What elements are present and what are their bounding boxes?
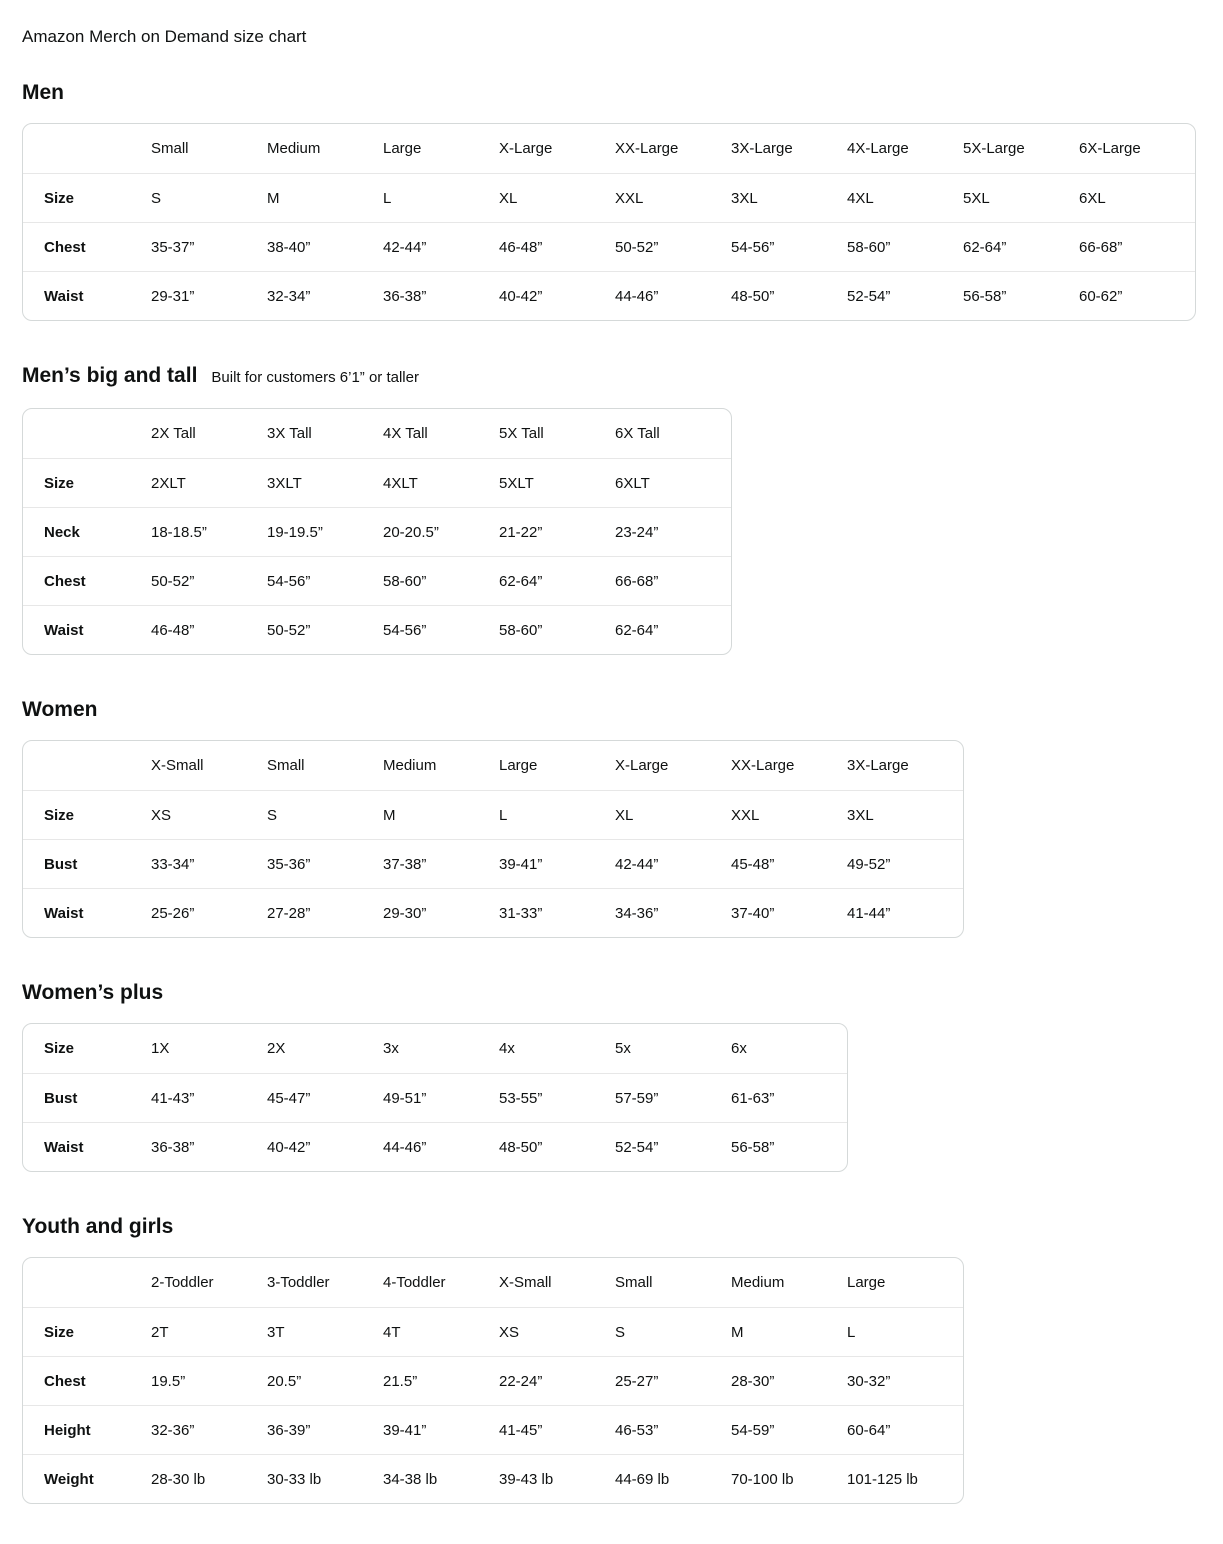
row-label: Bust: [23, 839, 151, 888]
table-cell: 2X: [267, 1040, 286, 1057]
row-label: Waist: [23, 888, 151, 937]
row-label: Bust: [23, 1073, 151, 1122]
column-header: 3X-Large: [847, 757, 909, 774]
table-corner-cell: [23, 409, 151, 458]
size-table: [22, 123, 1196, 321]
column-header: 4-Toddler: [383, 1274, 446, 1291]
section-heading-row: [22, 697, 1201, 722]
column-header: 2-Toddler: [151, 1274, 214, 1291]
column-header: Large: [383, 140, 422, 157]
column-header: Medium: [731, 1274, 785, 1291]
table-cell: 54-56”: [267, 556, 383, 605]
row-label: Weight: [23, 1454, 151, 1503]
table-row: [23, 1454, 963, 1503]
table-cell: 39-43 lb: [499, 1454, 615, 1503]
column-header: X-Large: [499, 140, 553, 157]
table-cell: 28-30 lb: [151, 1454, 267, 1503]
section-heading-row: [22, 1214, 1201, 1239]
size-chart-section: [22, 980, 1201, 1172]
row-label: Chest: [23, 556, 151, 605]
section-heading: Youth and girls: [22, 1215, 174, 1238]
table-cell: 45-48”: [731, 839, 847, 888]
row-label: Waist: [23, 271, 151, 320]
table-cell: 4x: [499, 1040, 515, 1057]
table-cell: 37-38”: [383, 839, 499, 888]
table-cell: XXL: [615, 173, 731, 222]
section-heading: Women: [22, 698, 98, 721]
table-cell: 42-44”: [615, 839, 731, 888]
row-label: Size: [23, 458, 151, 507]
table-cell: 21-22”: [499, 507, 615, 556]
sections-container: [22, 80, 1201, 1504]
table-cell: 42-44”: [383, 222, 499, 271]
size-chart-section: [22, 697, 1201, 938]
table-cell: 66-68”: [1079, 222, 1195, 271]
table-cell: 23-24”: [615, 507, 731, 556]
table-cell: 4XLT: [383, 458, 499, 507]
column-header: Large: [499, 757, 538, 774]
section-heading-row: [22, 363, 1201, 390]
table-cell: M: [267, 173, 383, 222]
column-header: 2X Tall: [151, 425, 196, 442]
column-header: 4X Tall: [383, 425, 428, 442]
column-header: Large: [847, 1274, 886, 1291]
table-cell: 28-30”: [731, 1356, 847, 1405]
column-header: 3-Toddler: [267, 1274, 330, 1291]
table-cell: 62-64”: [615, 605, 731, 654]
table-cell: 61-63”: [731, 1073, 847, 1122]
table-cell: 41-45”: [499, 1405, 615, 1454]
table-cell: 22-24”: [499, 1356, 615, 1405]
table-cell: 44-69 lb: [615, 1454, 731, 1503]
table-cell: 44-46”: [615, 271, 731, 320]
table-cell: S: [615, 1307, 731, 1356]
table-cell: 19.5”: [151, 1356, 267, 1405]
table-cell: 57-59”: [615, 1073, 731, 1122]
table-cell: 54-56”: [383, 605, 499, 654]
table-cell: L: [499, 790, 615, 839]
page-title: Amazon Merch on Demand size chart: [22, 27, 307, 46]
table-cell: 56-58”: [963, 271, 1079, 320]
table-row: [23, 1073, 847, 1122]
table-cell: L: [383, 173, 499, 222]
table-cell: 2T: [151, 1307, 267, 1356]
table-cell: 101-125 lb: [847, 1454, 963, 1503]
table-cell: L: [847, 1307, 963, 1356]
table-row: [23, 1024, 847, 1073]
table-row: [23, 507, 731, 556]
table-cell: 4XL: [847, 173, 963, 222]
table-cell: 3XL: [847, 790, 963, 839]
table-cell: 62-64”: [499, 556, 615, 605]
table-cell: XXL: [731, 790, 847, 839]
table-cell: 58-60”: [383, 556, 499, 605]
table-cell: 35-36”: [267, 839, 383, 888]
table-cell: 54-56”: [731, 222, 847, 271]
table-corner-cell: [23, 741, 151, 790]
row-label: Size: [23, 173, 151, 222]
row-label: Height: [23, 1405, 151, 1454]
table-cell: 49-52”: [847, 839, 963, 888]
section-heading: Women’s plus: [22, 981, 164, 1004]
table-row: [23, 888, 963, 937]
section-heading: Men’s big and tall: [22, 364, 198, 387]
table-cell: XL: [499, 173, 615, 222]
table-cell: 58-60”: [499, 605, 615, 654]
table-header-row: [23, 409, 731, 458]
table-cell: 52-54”: [847, 271, 963, 320]
table-cell: 5x: [615, 1040, 631, 1057]
table-cell: 25-27”: [615, 1356, 731, 1405]
table-row: [23, 1356, 963, 1405]
column-header: 4X-Large: [847, 140, 909, 157]
table-cell: 58-60”: [847, 222, 963, 271]
table-cell: 3x: [383, 1040, 399, 1057]
table-row: [23, 1405, 963, 1454]
table-cell: 50-52”: [615, 222, 731, 271]
table-cell: 34-36”: [615, 888, 731, 937]
table-cell: 19-19.5”: [267, 507, 383, 556]
table-cell: 60-62”: [1079, 271, 1195, 320]
column-header: Small: [151, 140, 189, 157]
size-chart-section: [22, 1214, 1201, 1504]
table-cell: 5XL: [963, 173, 1079, 222]
table-cell: 6XLT: [615, 458, 731, 507]
table-cell: 30-33 lb: [267, 1454, 383, 1503]
table-cell: 31-33”: [499, 888, 615, 937]
table-cell: 44-46”: [383, 1122, 499, 1171]
table-header-row: [23, 124, 1195, 173]
column-header: 6X Tall: [615, 425, 660, 442]
table-cell: 46-48”: [151, 605, 267, 654]
table-row: [23, 839, 963, 888]
column-header: Small: [267, 757, 305, 774]
table-cell: 52-54”: [615, 1122, 731, 1171]
column-header: XX-Large: [615, 140, 679, 157]
table-cell: 35-37”: [151, 222, 267, 271]
table-cell: XS: [151, 790, 267, 839]
table-cell: 25-26”: [151, 888, 267, 937]
table-row: [23, 222, 1195, 271]
section-heading: Men: [22, 81, 64, 104]
table-row: [23, 605, 731, 654]
section-heading-row: [22, 80, 1201, 105]
table-cell: 6x: [731, 1040, 747, 1057]
column-header: XX-Large: [731, 757, 795, 774]
table-cell: 34-38 lb: [383, 1454, 499, 1503]
table-cell: 50-52”: [267, 605, 383, 654]
table-cell: 33-34”: [151, 839, 267, 888]
table-header-row: [23, 741, 963, 790]
table-cell: 50-52”: [151, 556, 267, 605]
table-row: [23, 1307, 963, 1356]
table-cell: 41-44”: [847, 888, 963, 937]
row-label: Chest: [23, 1356, 151, 1405]
table-cell: 1X: [151, 1040, 170, 1057]
table-cell: 20-20.5”: [383, 507, 499, 556]
column-header: X-Large: [615, 757, 669, 774]
size-chart-section: [22, 363, 1201, 655]
column-header: Small: [615, 1274, 653, 1291]
row-label: Size: [44, 1040, 75, 1057]
section-subtitle: Built for customers 6’1” or taller: [211, 369, 419, 386]
section-heading-row: [22, 980, 1201, 1005]
table-cell: 38-40”: [267, 222, 383, 271]
table-cell: M: [731, 1307, 847, 1356]
table-cell: 39-41”: [383, 1405, 499, 1454]
table-cell: 45-47”: [267, 1073, 383, 1122]
table-cell: 3XL: [731, 173, 847, 222]
row-label: Waist: [23, 1122, 151, 1171]
table-row: [23, 556, 731, 605]
table-cell: 66-68”: [615, 556, 731, 605]
table-cell: 39-41”: [499, 839, 615, 888]
column-header: X-Small: [151, 757, 204, 774]
size-chart-section: [22, 80, 1201, 321]
table-cell: 30-32”: [847, 1356, 963, 1405]
table-cell: 62-64”: [963, 222, 1079, 271]
column-header: X-Small: [499, 1274, 552, 1291]
row-label: Waist: [23, 605, 151, 654]
column-header: 5X-Large: [963, 140, 1025, 157]
row-label: Neck: [23, 507, 151, 556]
table-cell: 3XLT: [267, 458, 383, 507]
column-header: 6X-Large: [1079, 140, 1141, 157]
size-table: [22, 740, 964, 938]
table-cell: 41-43”: [151, 1073, 267, 1122]
table-cell: M: [383, 790, 499, 839]
table-cell: 2XLT: [151, 458, 267, 507]
table-cell: 46-53”: [615, 1405, 731, 1454]
table-cell: S: [267, 790, 383, 839]
table-row: [23, 458, 731, 507]
column-header: 3X-Large: [731, 140, 793, 157]
row-label: Chest: [23, 222, 151, 271]
table-cell: 40-42”: [267, 1122, 383, 1171]
table-cell: 60-64”: [847, 1405, 963, 1454]
table-cell: 36-38”: [151, 1122, 267, 1171]
table-corner-cell: [23, 124, 151, 173]
table-cell: 29-31”: [151, 271, 267, 320]
table-cell: 5XLT: [499, 458, 615, 507]
table-corner-cell: [23, 1258, 151, 1307]
column-header: Medium: [383, 757, 437, 774]
table-row: [23, 790, 963, 839]
table-cell: 6XL: [1079, 173, 1195, 222]
table-cell: 48-50”: [499, 1122, 615, 1171]
table-cell: 32-36”: [151, 1405, 267, 1454]
table-cell: 46-48”: [499, 222, 615, 271]
table-cell: 48-50”: [731, 271, 847, 320]
row-label: Size: [23, 790, 151, 839]
table-cell: XL: [615, 790, 731, 839]
table-cell: XS: [499, 1307, 615, 1356]
table-row: [23, 1122, 847, 1171]
table-cell: 56-58”: [731, 1122, 847, 1171]
table-cell: 37-40”: [731, 888, 847, 937]
table-cell: 54-59”: [731, 1405, 847, 1454]
table-cell: 3T: [267, 1307, 383, 1356]
table-cell: 36-38”: [383, 271, 499, 320]
table-cell: S: [151, 173, 267, 222]
column-header: 3X Tall: [267, 425, 312, 442]
table-row: [23, 173, 1195, 222]
table-cell: 29-30”: [383, 888, 499, 937]
column-header: 5X Tall: [499, 425, 544, 442]
table-cell: 27-28”: [267, 888, 383, 937]
table-cell: 21.5”: [383, 1356, 499, 1405]
table-cell: 70-100 lb: [731, 1454, 847, 1503]
size-table: [22, 1023, 848, 1172]
table-cell: 32-34”: [267, 271, 383, 320]
size-table: [22, 1257, 964, 1504]
table-cell: 18-18.5”: [151, 507, 267, 556]
table-cell: 20.5”: [267, 1356, 383, 1405]
table-cell: 40-42”: [499, 271, 615, 320]
table-cell: 53-55”: [499, 1073, 615, 1122]
row-label: Size: [23, 1307, 151, 1356]
table-cell: 36-39”: [267, 1405, 383, 1454]
table-cell: 49-51”: [383, 1073, 499, 1122]
table-row: [23, 271, 1195, 320]
column-header: Medium: [267, 140, 321, 157]
table-cell: 4T: [383, 1307, 499, 1356]
table-header-row: [23, 1258, 963, 1307]
size-table: [22, 408, 732, 655]
